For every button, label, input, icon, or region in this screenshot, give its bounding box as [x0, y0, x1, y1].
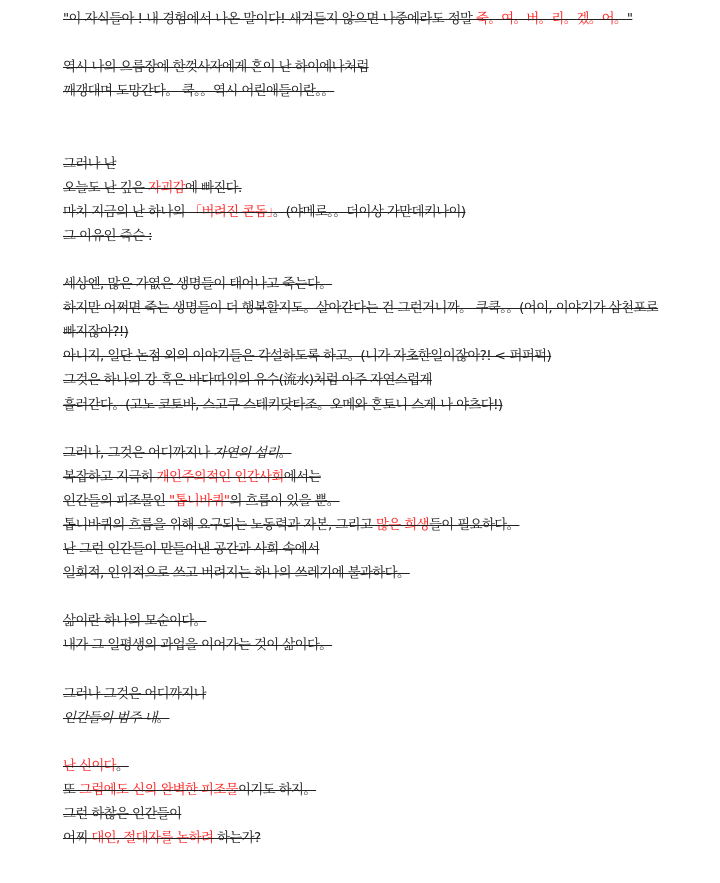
text-segment: 일회적, 인위적으로 쓰고 버려지는 하나의 쓰레기에 불과하다。 [63, 566, 410, 582]
struck-text [63, 205, 465, 220]
text-line [63, 610, 673, 634]
struck-text [63, 470, 321, 485]
highlighted-phrase: 죽。여。버。리。겠。어。 [476, 12, 627, 27]
italic-phrase: 자연의 섭리 [213, 445, 279, 461]
struck-text [63, 542, 319, 557]
paragraph [63, 683, 673, 731]
highlighted-phrase: 그럼에도 신의 완벽한 피조물 [79, 783, 238, 798]
text-segment: 인간들의 피조물인 [63, 493, 169, 509]
text-line [63, 634, 673, 658]
text-line [63, 80, 673, 104]
text-segment: 복잡하고 지극히 [63, 469, 157, 485]
highlighted-phrase: 「버려진 콘돔」 [188, 204, 273, 220]
text-line [63, 538, 673, 562]
text-line [63, 827, 673, 851]
text-segment: 아니지, 일단 논점 외의 이야기들은 각설하도록 하고。(니가 자초한일이잖아?! <-퍼퍼퍽) [63, 349, 552, 365]
text-segment: 톱니바퀴의 흐름을 위해 요구되는 노동력과 자본, 그리고 [63, 517, 376, 533]
text-line [63, 369, 673, 393]
text-segment: "이 자식들아 ! 내 경험에서 나온 말이다! 새겨듣지 않으면 나중에라도 정말 [63, 12, 477, 27]
paragraph [63, 610, 673, 658]
text-segment: 마치 지금의 난 하나의 [63, 204, 189, 220]
text-segment: 세상엔, 많은 가엾은 생명들이 태어나고 죽는다。 [63, 277, 333, 293]
struck-text [63, 301, 658, 340]
struck-text [63, 783, 316, 798]
struck-text [63, 759, 129, 774]
text-line [63, 490, 673, 514]
struck-text [63, 60, 369, 75]
text-segment: 삶이란 하나의 모순이다。 [63, 614, 207, 630]
highlighted-phrase: 대인, 절대자를 논하려 [91, 831, 217, 847]
text-segment: 의 흐름이 있을 뿐。 [229, 493, 340, 509]
text-segment: 들이 필요하다。 [428, 517, 520, 533]
paragraph-gap [63, 249, 673, 273]
struck-text [63, 638, 332, 653]
text-line [63, 225, 673, 249]
text-segment: 。 [278, 445, 292, 461]
text-segment: " [626, 12, 633, 27]
text-line [63, 153, 673, 177]
text-segment: 내가 그 일평생의 과업을 이어가는 것이 삶이다。 [63, 638, 333, 654]
struck-text [63, 181, 242, 196]
text-segment: 흘러간다。(고노 코토바, 스고쿠 스테키닷타조。오메와 혼토니 스게-나 야츠다!) [63, 397, 503, 413]
text-line [63, 514, 673, 538]
text-line [63, 707, 673, 731]
text-line [63, 466, 673, 490]
text-line [63, 8, 673, 32]
struck-text [63, 229, 152, 244]
paragraph [63, 442, 673, 587]
paragraph-gap [63, 418, 673, 442]
text-segment: 오늘도 난 깊은 [63, 180, 148, 196]
text-segment: 에서는 [283, 469, 321, 485]
struck-text [63, 566, 410, 581]
struck-text [63, 831, 261, 846]
paragraph-gap [63, 32, 673, 56]
text-line [63, 297, 673, 345]
struck-text [63, 807, 181, 822]
paragraph-gap [63, 586, 673, 610]
struck-text [63, 518, 519, 533]
text-line [63, 345, 673, 369]
highlighted-phrase: 개인주의적인 인간사회 [156, 469, 284, 485]
text-segment: 그러나 난 [63, 156, 116, 172]
highlighted-phrase: 많은 희생 [375, 517, 429, 533]
text-line [63, 273, 673, 297]
struck-text [63, 277, 332, 292]
text-segment: 이기도 하지。 [238, 783, 317, 798]
highlighted-phrase: 자괴감 [147, 180, 185, 196]
text-segment: 그러나, 그것은 어디까지나 [63, 445, 214, 461]
text-segment: 。(야메로。。더이상 가만데키나이) [272, 204, 466, 220]
text-line [63, 683, 673, 707]
paragraph [63, 273, 673, 418]
paragraph-gap [63, 104, 673, 152]
text-line [63, 177, 673, 201]
paragraph [63, 8, 673, 32]
highlighted-phrase: "톱니바퀴" [169, 493, 230, 509]
text-segment: 어찌 [63, 831, 92, 847]
paragraph-gap [63, 659, 673, 683]
struck-text [63, 373, 432, 388]
struck-text [63, 349, 551, 364]
highlighted-phrase: 난 신이다 [63, 758, 116, 774]
text-line [63, 442, 673, 466]
text-segment: 역시 나의 으름장에 한껏사자에게 혼이 난 하이에나처럼 [63, 60, 369, 76]
text-segment: 에 빠진다. [185, 180, 242, 196]
text-segment: 그 이유인 즉슨 : [63, 228, 152, 244]
paragraph [63, 56, 673, 104]
text-segment: 또 [63, 783, 79, 798]
document-body [63, 8, 673, 851]
struck-text [63, 687, 206, 702]
text-line [63, 803, 673, 827]
text-segment: 。 [116, 758, 129, 774]
struck-text [63, 398, 502, 413]
paragraph [63, 153, 673, 249]
text-segment: 。 [156, 710, 170, 726]
text-segment: 난 그런 인간들이 만들어낸 공간과 사회 속에서 [63, 542, 320, 558]
text-segment: 그것은 하나의 강 혹은 바다따위의 유수(流水)처럼 아주 자연스럽게 [63, 373, 432, 389]
paragraph-gap [63, 731, 673, 755]
text-segment: 하지만 어쩌면 죽는 생명들이 더 행복할지도。살아간다는 건 그런거니까。 쿠쿡。。(어이, 이야기가 삼천포로 빠지잖아?!) [63, 301, 659, 341]
text-line [63, 56, 673, 80]
struck-text [63, 84, 334, 99]
struck-text [63, 157, 116, 172]
struck-text [63, 12, 632, 27]
text-segment: 하는가? [216, 831, 261, 847]
text-segment: 깨갱대며 도망간다。 쿡。。역시 어린애들이란。。 [63, 84, 335, 100]
text-segment: 그러나 그것은 어디까지나 [63, 686, 207, 702]
text-line [63, 201, 673, 225]
paragraph [63, 755, 673, 851]
text-segment: 그런 하찮은 인간들이 [63, 807, 182, 823]
text-line [63, 755, 673, 779]
text-line [63, 394, 673, 418]
italic-phrase: 인간들의 범주 내 [63, 710, 157, 726]
text-line [63, 779, 673, 803]
struck-text [63, 494, 340, 509]
struck-text [63, 711, 169, 726]
text-line [63, 562, 673, 586]
struck-text [63, 446, 291, 461]
struck-text [63, 614, 206, 629]
